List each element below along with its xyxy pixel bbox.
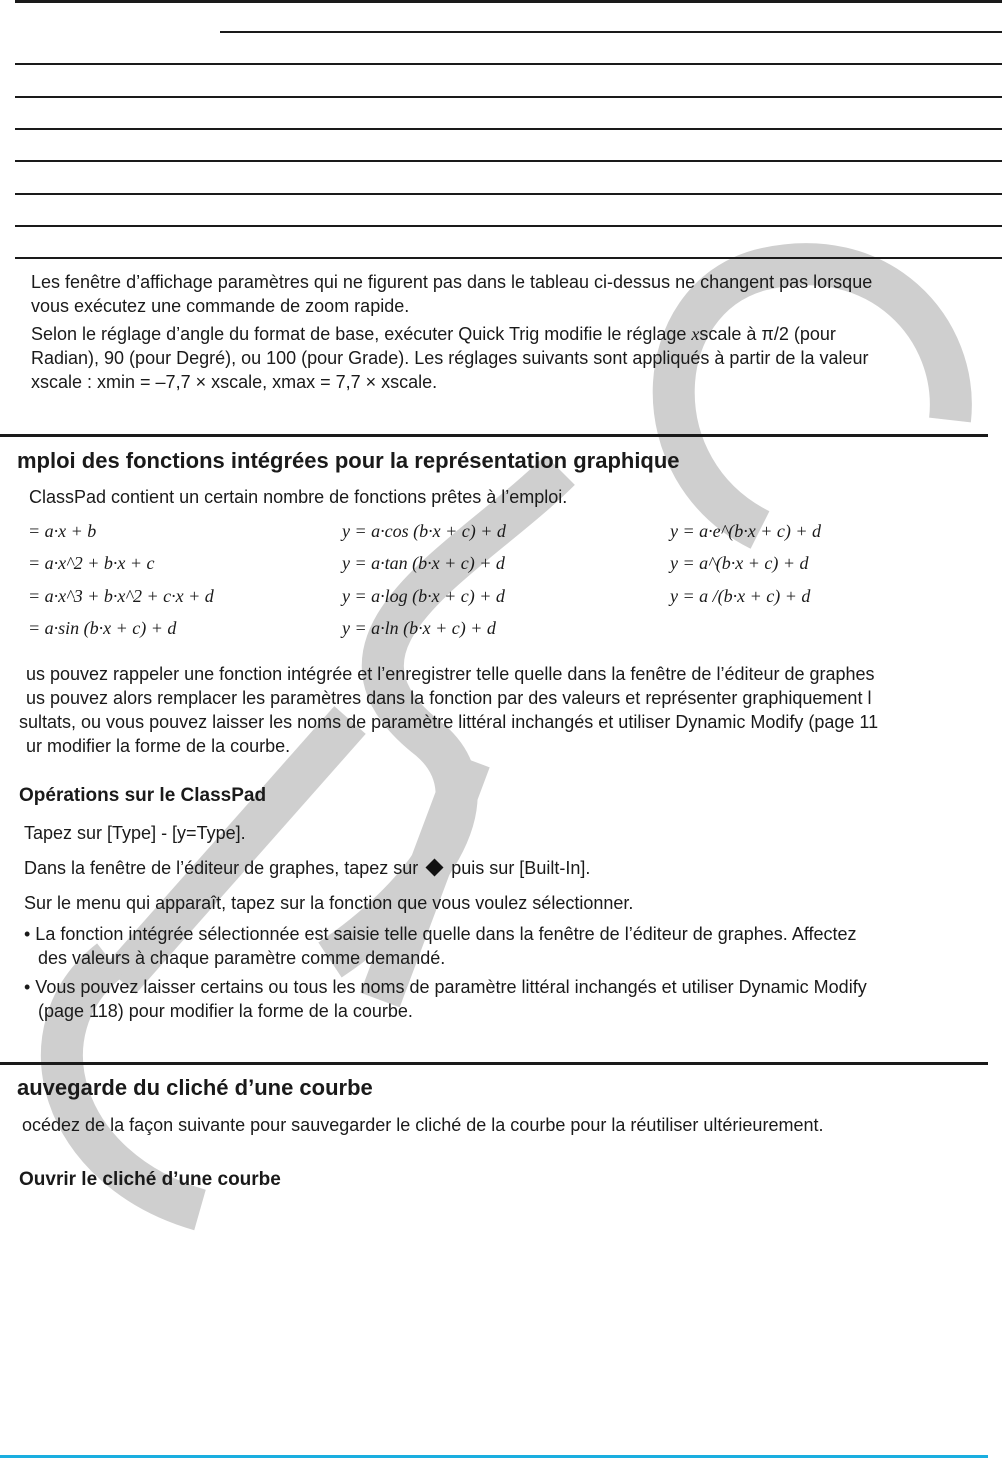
function-formula: = a·x^3 + b·x^2 + c·x + d bbox=[28, 586, 214, 606]
section-title: auvegarde du cliché d’une courbe bbox=[17, 1075, 373, 1100]
table-row-rule bbox=[15, 128, 1002, 130]
function-formula: y = a^(b·x + c) + d bbox=[670, 553, 809, 573]
operations-title: Opérations sur le ClassPad bbox=[19, 785, 267, 806]
note-text: Les fenêtre d’affichage paramètres qui ne figurent pas dans le tableau ci-dessus ne changent pas lorsque bbox=[31, 272, 873, 292]
section-paragraph: us pouvez alors remplacer les paramètres dans la fonction par des valeurs et représenter graphiquement l bbox=[26, 688, 872, 708]
function-formula: = a·sin (b·x + c) + d bbox=[28, 618, 177, 638]
note-text: Radian), 90 (pour Degré), ou 100 (pour Grade). Les réglages suivants sont appliqués à partir de la valeur bbox=[31, 348, 869, 368]
note-text: xscale : xmin = –7,7 × xscale, xmax = 7,7 × xscale. bbox=[31, 372, 438, 392]
note-text-part: scale à π/2 (pour bbox=[699, 324, 836, 344]
function-formula: y = a·log (b·x + c) + d bbox=[342, 586, 505, 606]
table-row-rule bbox=[15, 193, 1002, 195]
footer-accent-line bbox=[0, 1455, 988, 1458]
note-text bbox=[31, 322, 836, 346]
section-title: mploi des fonctions intégrées pour la représentation graphique bbox=[17, 448, 680, 473]
note-text-part: Selon le réglage d’angle du format de base, exécuter Quick Trig modifie le réglage bbox=[31, 324, 692, 344]
operation-step: Sur le menu qui apparaît, tapez sur la fonction que vous voulez sélectionner. bbox=[24, 893, 634, 913]
section-rule bbox=[0, 1062, 988, 1065]
table-row-rule bbox=[15, 160, 1002, 162]
bullet-text: des valeurs à chaque paramètre comme demandé. bbox=[38, 948, 446, 968]
section-intro: océdez de la façon suivante pour sauvegarder le cliché de la courbe pour la réutiliser ultérieurement. bbox=[22, 1115, 824, 1135]
operation-step bbox=[24, 856, 590, 880]
function-formula: y = a·tan (b·x + c) + d bbox=[342, 553, 505, 573]
function-formula: y = a·ln (b·x + c) + d bbox=[342, 618, 496, 638]
bullet-text: • Vous pouvez laisser certains ou tous les noms de paramètre littéral inchangés et utiliser Dynamic Modify bbox=[24, 977, 867, 997]
table-bottom-rule bbox=[15, 257, 1002, 259]
table-top-rule bbox=[15, 0, 1002, 3]
step-text: Dans la fenêtre de l’éditeur de graphes, tapez sur bbox=[24, 858, 419, 878]
section-paragraph: us pouvez rappeler une fonction intégrée et l’enregistrer telle quelle dans la fenêtre de l’éditeur de graphes bbox=[26, 664, 875, 684]
section-intro: ClassPad contient un certain nombre de fonctions prêtes à l’emploi. bbox=[29, 487, 568, 507]
table-row-rule bbox=[15, 225, 1002, 227]
note-text: vous exécutez une commande de zoom rapide. bbox=[31, 296, 410, 316]
bullet-text: (page 118) pour modifier la forme de la courbe. bbox=[38, 1001, 413, 1021]
table-header-subrule bbox=[220, 31, 1002, 33]
section-paragraph: ur modifier la forme de la courbe. bbox=[26, 736, 291, 756]
section-paragraph: sultats, ou vous pouvez laisser les noms de paramètre littéral inchangés et utiliser Dynamic Modify (page 11 bbox=[19, 712, 879, 732]
subsection-title: Ouvrir le cliché d’une courbe bbox=[19, 1169, 281, 1190]
function-formula: y = a /(b·x + c) + d bbox=[670, 586, 811, 606]
diamond-menu-icon bbox=[426, 858, 444, 876]
function-formula: = a·x + b bbox=[28, 521, 97, 541]
step-text: puis sur [Built-In]. bbox=[451, 858, 591, 878]
section-rule bbox=[0, 434, 988, 437]
function-formula: y = a·cos (b·x + c) + d bbox=[342, 521, 506, 541]
table-header-rule bbox=[15, 63, 1002, 65]
xscale-var: x bbox=[691, 324, 700, 344]
function-formula: = a·x^2 + b·x + c bbox=[28, 553, 155, 573]
table-row-rule bbox=[15, 96, 1002, 98]
bullet-text: • La fonction intégrée sélectionnée est saisie telle quelle dans la fenêtre de l’éditeur de graphes. Affectez bbox=[24, 924, 857, 944]
function-formula: y = a·e^(b·x + c) + d bbox=[670, 521, 821, 541]
operation-step: Tapez sur [Type] - [y=Type]. bbox=[24, 823, 246, 843]
